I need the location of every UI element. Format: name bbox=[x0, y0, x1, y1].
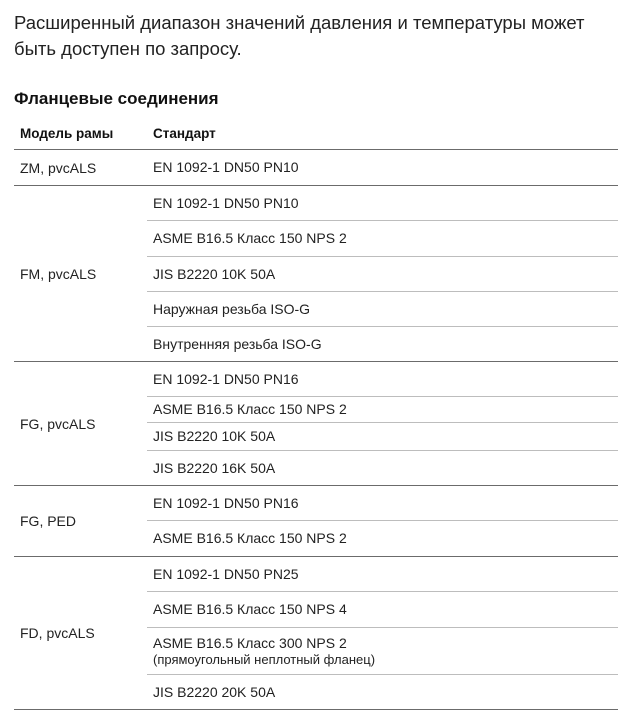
table-row bbox=[14, 186, 618, 221]
model-cell: FD, pvcALS bbox=[14, 557, 147, 710]
standard-text: JIS B2220 10K 50A bbox=[153, 428, 276, 444]
standard-cell bbox=[147, 397, 618, 423]
standard-text: ASME B16.5 Класс 150 NPS 4 bbox=[153, 601, 347, 617]
model-cell: FG, PED bbox=[14, 486, 147, 557]
model-cell: ZM, pvcALS bbox=[14, 150, 147, 186]
header-model: Модель рамы bbox=[14, 119, 147, 150]
header-row bbox=[14, 119, 618, 150]
standard-text: EN 1092-1 DN50 PN16 bbox=[153, 494, 299, 511]
standard-text: JIS B2220 20K 50A bbox=[153, 683, 276, 700]
standard-cell bbox=[147, 521, 618, 557]
standard-cell bbox=[147, 451, 618, 486]
table-row bbox=[14, 486, 618, 521]
table-body bbox=[14, 150, 618, 710]
standard-text: EN 1092-1 DN50 PN25 bbox=[153, 565, 299, 582]
standard-text: Внутренняя резьба ISO-G bbox=[153, 335, 322, 352]
standard-text: JIS B2220 16K 50A bbox=[153, 459, 276, 476]
standard-text: ASME B16.5 Класс 150 NPS 2 bbox=[153, 401, 347, 417]
standard-cell bbox=[147, 362, 618, 397]
standard-text: JIS B2220 10K 50A bbox=[153, 265, 276, 282]
section-title: Фланцевые соединения bbox=[14, 89, 219, 108]
standard-cell bbox=[147, 327, 618, 362]
standard-text: EN 1092-1 DN50 PN16 bbox=[153, 370, 299, 387]
standard-cell bbox=[147, 150, 618, 186]
standard-cell bbox=[147, 292, 618, 327]
table-row bbox=[14, 150, 618, 186]
table-header bbox=[14, 119, 618, 150]
table-row bbox=[14, 557, 618, 592]
flange-connections-table bbox=[14, 119, 618, 710]
table-row bbox=[14, 362, 618, 397]
standard-text: EN 1092-1 DN50 PN10 bbox=[153, 194, 299, 211]
standard-text: ASME B16.5 Класс 150 NPS 2 bbox=[153, 230, 347, 246]
standard-cell bbox=[147, 257, 618, 292]
header-standard: Стандарт bbox=[147, 119, 618, 150]
intro-text: Расширенный диапазон значений давления и температуры может быть доступен по запросу. bbox=[14, 12, 585, 59]
model-cell: FM, pvcALS bbox=[14, 186, 147, 362]
standard-cell bbox=[147, 557, 618, 592]
standard-cell bbox=[147, 423, 618, 451]
standard-cell bbox=[147, 486, 618, 521]
standard-note: (прямоугольный неплотный фланец) bbox=[153, 651, 376, 667]
standard-text: ASME B16.5 Класс 150 NPS 2 bbox=[153, 530, 347, 546]
standard-cell bbox=[147, 675, 618, 710]
standard-cell bbox=[147, 221, 618, 257]
standard-cell bbox=[147, 186, 618, 221]
standard-cell bbox=[147, 628, 618, 675]
standard-cell bbox=[147, 592, 618, 628]
standard-text: ASME B16.5 Класс 300 NPS 2 bbox=[153, 634, 347, 651]
model-cell: FG, pvcALS bbox=[14, 362, 147, 486]
standard-text: Наружная резьба ISO-G bbox=[153, 300, 311, 317]
standard-text: EN 1092-1 DN50 PN10 bbox=[153, 159, 299, 175]
